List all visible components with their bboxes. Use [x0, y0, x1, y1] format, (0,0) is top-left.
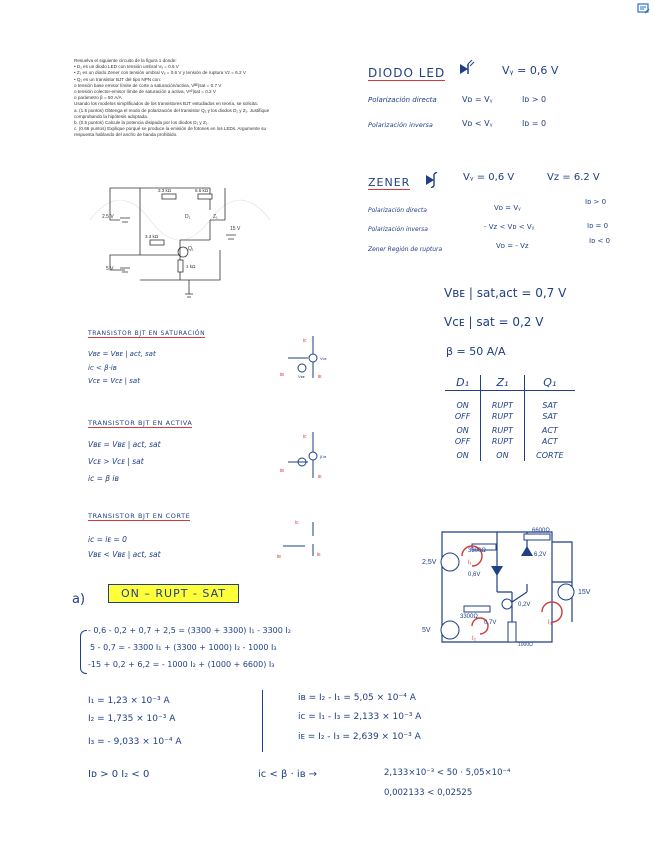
svg-text:I₃: I₃ [548, 620, 553, 626]
bjt-act-model [278, 428, 338, 482]
zener-title: ZENER [368, 176, 411, 189]
bjt-act-eq-1: Vʙᴇ = Vʙᴇ | act, sat [88, 440, 161, 449]
table-cell: ON [456, 451, 469, 460]
svg-text:0,6V: 0,6V [468, 572, 481, 578]
svg-text:0,2V: 0,2V [518, 602, 531, 608]
svg-text:3.3 kΩ: 3.3 kΩ [158, 188, 172, 193]
svg-text:iʙ: iʙ [280, 372, 284, 378]
divider [262, 690, 263, 752]
svg-text:D₁: D₁ [185, 214, 191, 220]
svg-text:Q₁: Q₁ [188, 246, 194, 252]
bjt-corte-eq-1: iᴄ = iᴇ = 0 [88, 535, 127, 544]
check-right-2: 0,002133 < 0,02525 [384, 788, 473, 798]
current-i1: I₁ = 1,23 × 10⁻³ A [88, 696, 170, 706]
zener-icon [424, 172, 440, 193]
check-right-1: 2,133×10⁻³ < 50 · 5,05×10⁻⁴ [384, 768, 511, 778]
led-row-1-res: Iᴅ > 0 [522, 95, 547, 104]
note-icon[interactable] [637, 2, 651, 14]
bjt-act-title: TRANSISTOR BJT EN ACTIVA [88, 419, 193, 427]
svg-text:iᴇ: iᴇ [318, 474, 322, 480]
zener-vz: Vᴢ = 6.2 V [547, 172, 600, 183]
svg-text:5 V: 5 V [106, 266, 114, 272]
svg-text:iʙ: iʙ [277, 554, 281, 560]
svg-text:3300Ω: 3300Ω [468, 548, 486, 554]
svg-text:1 kΩ: 1 kΩ [186, 264, 196, 269]
zener-row-3-cond: Vᴅ = - Vᴢ [496, 242, 529, 250]
table-cell: ON [456, 426, 469, 435]
svg-text:1000Ω: 1000Ω [518, 642, 533, 648]
bjt-corte-eq-2: Vʙᴇ < Vʙᴇ | act, sat [88, 550, 161, 559]
zener-row-3-res: Iᴅ < 0 [589, 237, 611, 245]
zener-row-1-cond: Vᴅ = Vᵧ [494, 204, 521, 212]
zener-row-3-label: Zener Región de ruptura [368, 246, 443, 253]
led-row-1-cond: Vᴅ = Vᵧ [462, 95, 493, 104]
problem-statement: Resuelva el siguiente circuito de la figura 1 donde: • D₁ es un diodo LED con tensión umbral Vᵧ = 0.6 V • Z₁ es un diodo Zener con tensión umbral Vᵧ = 0.6 V y tensión de ruptura Vᴢ = 6.2 V • Q₁ es un transistor BJT del tipo NPN con: o tensión base emisor límite de corte a saturación/activa, Vᴮᴱ|sat = 0.7 V o tensión colector-emisor límite de saturación a activa, Vᶜᴱ|sat = 0.2 V o parámetro β = 50 A/A Usando los modelos simplificados de los transistores BJT estudiados en teoría, se solicita: a. (1.5 puntos) Obtenga el modo de polarización del transistor Q₁ y los diodos D₁ y Z₁. Justifique comprobando la hipótesis adoptada. b. (0.5 puntos) Calcule la potencia disipada por los diodos D₁ y Z₁. c. (0.66 puntos) Explique porqué se produce la emisión de fotones en los LEDs. Argumente su respuesta hablando del ancho de banda prohibido. [74, 58, 270, 138]
check-mid: iᴄ < β · iʙ → [258, 769, 318, 780]
table-cell: RUPT [481, 422, 524, 436]
system-brace [80, 630, 87, 674]
zener-row-2-label: Polarización inversa [368, 226, 428, 233]
table-cell: RUPT [481, 411, 524, 422]
table-cell: OFF [454, 412, 471, 421]
zener-vt: Vᵧ = 0,6 V [463, 172, 515, 183]
svg-text:15V: 15V [578, 589, 591, 596]
svg-text:3.3 kΩ: 3.3 kΩ [145, 234, 159, 239]
led-vt: Vᵧ = 0,6 V [502, 64, 559, 77]
modes-header-q1: Q₁ [524, 375, 575, 391]
system-eq-1: - 0,6 - 0,2 + 0,7 + 2,5 = (3300 + 3300) I₁ - 3300 I₂ [88, 626, 291, 635]
svg-text:2,5V: 2,5V [422, 559, 437, 566]
svg-text:I₂: I₂ [472, 636, 476, 642]
svg-text:6,2V: 6,2V [534, 552, 547, 558]
param-vce: Vᴄᴇ | sat = 0,2 V [444, 315, 544, 329]
answer-mode: ON – RUPT - SAT [108, 584, 239, 603]
svg-text:15 V: 15 V [230, 226, 241, 232]
table-cell: SAT [542, 412, 558, 421]
zener-row-2-res: Iᴅ = 0 [587, 222, 609, 230]
svg-text:5V: 5V [422, 627, 431, 634]
bjt-sat-title: TRANSISTOR BJT EN SATURACIÓN [88, 330, 206, 337]
circuit-figure-1 [80, 180, 300, 300]
table-cell: OFF [454, 437, 471, 446]
led-row-2-cond: Vᴅ < Vᵧ [462, 119, 493, 128]
param-vbe: Vʙᴇ | sat,act = 0,7 V [444, 286, 567, 300]
led-row-1-label: Polarización directa [368, 96, 437, 104]
svg-text:6.6 kΩ: 6.6 kΩ [195, 188, 209, 193]
branch-ic: iᴄ = I₁ - I₃ = 2,133 × 10⁻³ A [298, 712, 422, 722]
svg-text:iᴄ: iᴄ [295, 520, 299, 526]
zener-row-1-res: Iᴅ > 0 [585, 198, 607, 206]
svg-text:0,7V: 0,7V [484, 620, 497, 626]
circuit-annotated [412, 522, 602, 664]
answer-label: a) [72, 592, 86, 607]
modes-header-d1: D₁ [445, 375, 481, 391]
svg-text:6600Ω: 6600Ω [532, 528, 550, 534]
svg-text:iᴇ: iᴇ [317, 552, 321, 558]
table-cell: CORTE [536, 451, 564, 460]
modes-table [445, 375, 575, 461]
table-cell: ACT [541, 426, 558, 435]
table-cell: ON [481, 447, 524, 461]
svg-text:2.5 V: 2.5 V [102, 214, 114, 220]
bjt-corte-title: TRANSISTOR BJT EN CORTE [88, 512, 191, 520]
svg-text:iʙ: iʙ [280, 468, 284, 474]
bjt-sat-eq-2: iᴄ < β·iʙ [88, 364, 117, 372]
bjt-sat-eq-3: Vᴄᴇ = Vᴄᴇ | sat [88, 377, 140, 385]
bjt-sat-model [278, 332, 338, 382]
svg-text:iᴄ: iᴄ [303, 338, 307, 344]
svg-text:3300Ω: 3300Ω [460, 614, 478, 620]
zener-row-2-cond: - Vᴢ < Vᴅ < Vᵧ [484, 223, 535, 231]
branch-ib: iʙ = I₂ - I₁ = 5,05 × 10⁻⁴ A [298, 693, 416, 703]
svg-text:Vᴄᴇ: Vᴄᴇ [320, 356, 327, 361]
table-cell: SAT [542, 401, 558, 410]
led-row-2-label: Polarización inversa [368, 121, 433, 129]
led-icon [457, 60, 475, 81]
check-left: Iᴅ > 0 I₂ < 0 [88, 769, 150, 780]
system-eq-3: -15 + 0,2 + 6,2 = - 1000 I₂ + (1000 + 6600) I₃ [88, 660, 275, 669]
current-i2: I₂ = 1,735 × 10⁻³ A [88, 714, 176, 724]
svg-text:Z₁: Z₁ [213, 214, 218, 220]
bjt-corte-model [275, 516, 335, 560]
table-cell: ON [456, 401, 469, 410]
table-cell: RUPT [481, 391, 524, 412]
svg-text:iᴇ: iᴇ [318, 374, 322, 380]
svg-text:iᴄ: iᴄ [303, 434, 307, 440]
current-i3: I₃ = - 9,033 × 10⁻⁴ A [88, 737, 182, 747]
system-eq-2: 5 - 0,7 = - 3300 I₁ + (3300 + 1000) I₂ - 1000 I₃ [90, 643, 277, 652]
bjt-sat-eq-1: Vʙᴇ = Vʙᴇ | act, sat [88, 350, 156, 358]
svg-text:Vʙᴇ: Vʙᴇ [298, 374, 305, 379]
modes-header-z1: Z₁ [481, 375, 524, 391]
param-beta: β = 50 A/A [446, 345, 506, 358]
branch-ie: iᴇ = I₂ - I₃ = 2,639 × 10⁻³ A [298, 732, 421, 742]
table-cell: ACT [541, 437, 558, 446]
zener-row-1-label: Polarización directa [368, 207, 427, 214]
bjt-act-eq-2: Vᴄᴇ > Vᴄᴇ | sat [88, 457, 144, 466]
led-row-2-res: Iᴅ = 0 [522, 119, 547, 128]
svg-text:β iʙ: β iʙ [320, 454, 327, 459]
table-cell: RUPT [481, 436, 524, 447]
bjt-act-eq-3: iᴄ = β iʙ [88, 474, 119, 483]
diodo-led-title: DIODO LED [368, 66, 446, 80]
svg-text:I₁: I₁ [468, 560, 472, 566]
